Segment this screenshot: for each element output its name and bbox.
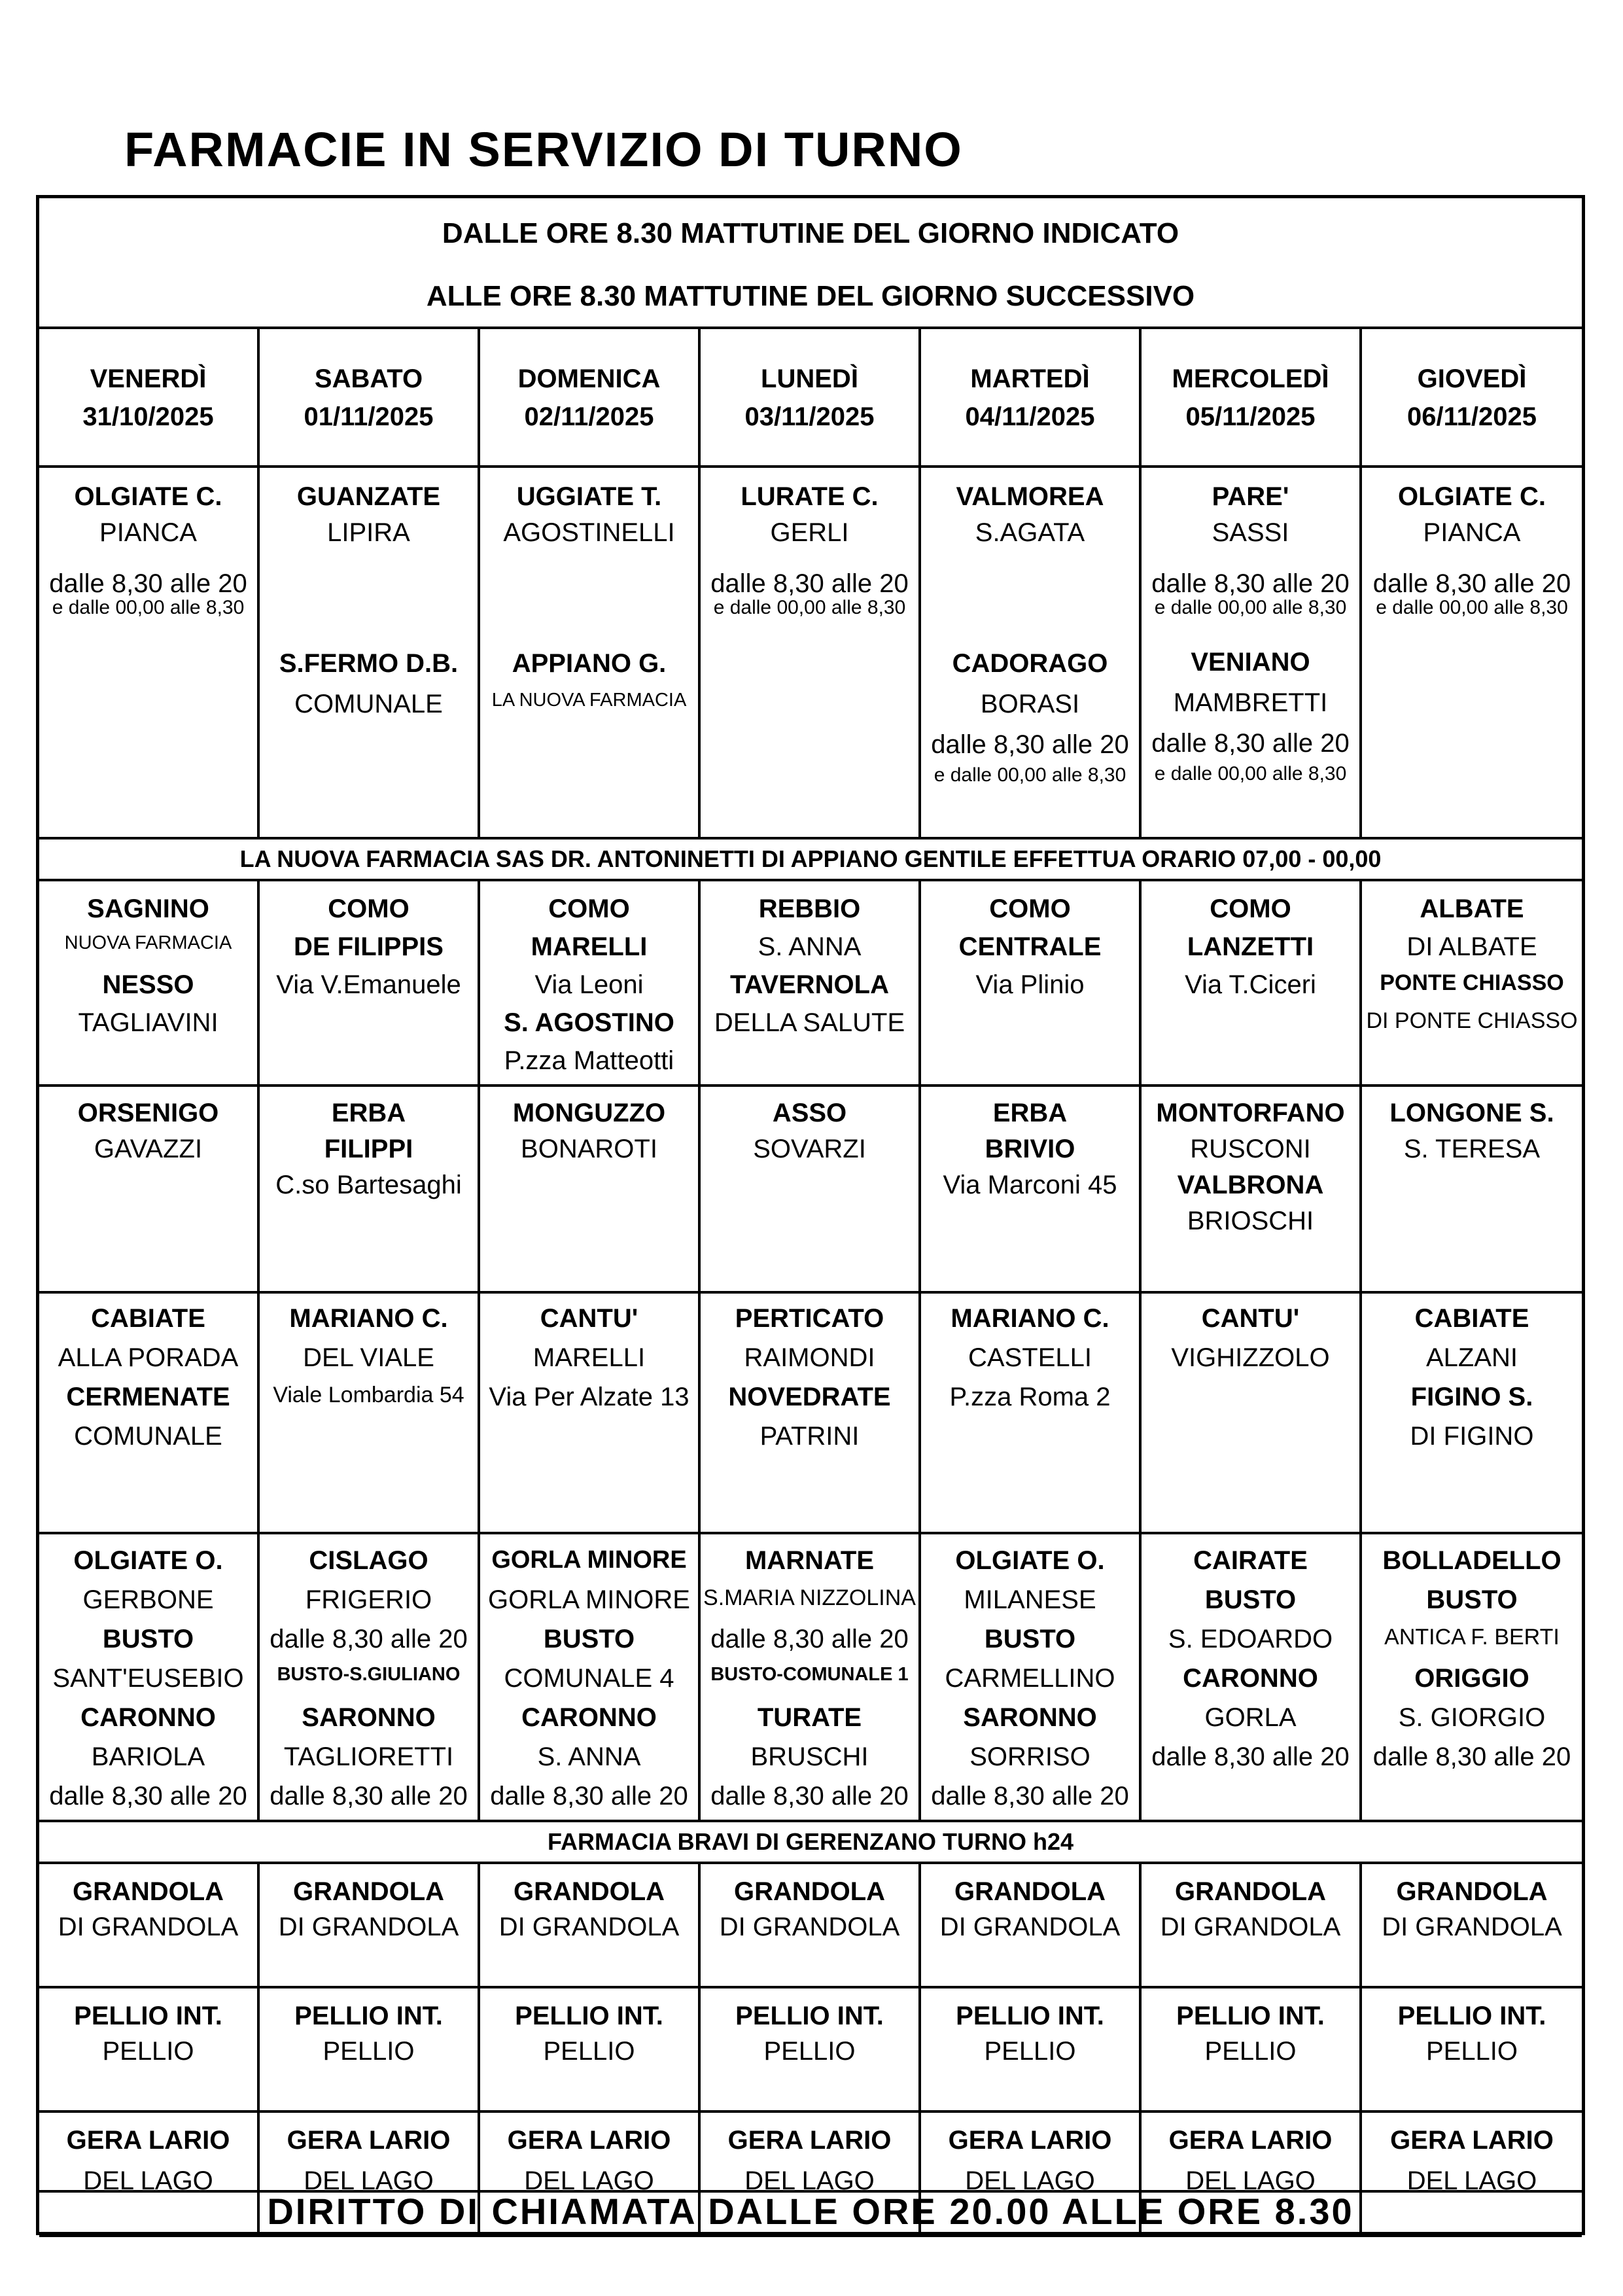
- town-label: PARE': [1212, 482, 1289, 511]
- pharmacy-label: LA NUOVA FARMACIA: [491, 690, 687, 711]
- town-label: CARONNO: [1183, 1664, 1318, 1693]
- town-label: GERA LARIO: [948, 2126, 1112, 2155]
- town-label: ASSO: [772, 1099, 847, 1127]
- pharmacy-label: Via Leoni: [534, 970, 644, 999]
- pharmacy-label: SORRISO: [969, 1742, 1091, 1771]
- town-label: NOVEDRATE: [728, 1383, 891, 1411]
- town-label: BUSTO: [102, 1625, 194, 1653]
- town-label: GERA LARIO: [287, 2126, 451, 2155]
- town-label: GRANDOLA: [1396, 1877, 1548, 1906]
- pharmacy-label: MARELLI: [532, 1343, 646, 1372]
- pharmacy-label: dalle 8,30 alle 20: [1151, 729, 1350, 758]
- day-cell: [921, 881, 1142, 1084]
- town-label: GRANDOLA: [292, 1877, 445, 1906]
- town-label: BUSTO-COMUNALE 1: [710, 1664, 909, 1685]
- pharmacy-label: ALLA PORADA: [58, 1343, 239, 1372]
- day-cell: [701, 1864, 921, 1986]
- town-label: COMO: [1210, 894, 1291, 923]
- day-cell: [260, 1087, 480, 1291]
- town-label: SAGNINO: [87, 894, 209, 923]
- day-name: VENERDÌ: [90, 364, 207, 393]
- day-cell: [1142, 1294, 1362, 1532]
- day-header-3: [701, 329, 921, 465]
- day-cell: [260, 881, 480, 1084]
- town-label: VALBRONA: [1177, 1171, 1324, 1199]
- pharmacy-label: DI GRANDOLA: [719, 1913, 900, 1941]
- day-cell: [480, 1294, 701, 1532]
- gerenzano-h24-text: FARMACIA BRAVI DI GERENZANO TURNO h24: [547, 1828, 1074, 1855]
- town-label: S.FERMO D.B.: [279, 649, 459, 678]
- town-label: LONGONE S.: [1389, 1099, 1554, 1127]
- town-label: CADORAGO: [952, 649, 1108, 678]
- town-label: OLGIATE O.: [73, 1546, 223, 1575]
- town-label: ERBA: [992, 1099, 1068, 1127]
- town-label: GERA LARIO: [66, 2126, 230, 2155]
- town-label: MARELLI: [531, 932, 648, 961]
- day-date: 03/11/2025: [744, 402, 875, 431]
- pharmacy-label: DELLA SALUTE: [714, 1008, 905, 1037]
- town-label: BUSTO-S.GIULIANO: [277, 1664, 461, 1685]
- pharmacy-label: DEL VIALE: [303, 1343, 434, 1372]
- pharmacy-label: Via Plinio: [975, 970, 1085, 999]
- day-cell: [260, 1988, 480, 2110]
- town-label: CANTU': [540, 1304, 638, 1333]
- pharmacy-label: BORASI: [980, 690, 1080, 718]
- day-cell: [1362, 468, 1582, 837]
- pharmacy-label: P.zza Roma 2: [949, 1383, 1111, 1411]
- header-line-1: DALLE ORE 8.30 MATTUTINE DEL GIORNO INDICATO: [442, 217, 1179, 249]
- pharmacy-label: Viale Lombardia 54: [273, 1383, 464, 1407]
- town-label: COMO: [328, 894, 410, 923]
- pharmacy-label: PELLIO: [102, 2037, 194, 2066]
- day-cell: [921, 1988, 1142, 2110]
- town-label: BUSTO: [543, 1625, 635, 1653]
- day-name: MARTEDÌ: [970, 364, 1090, 393]
- schedule-row-5: [39, 1534, 1582, 1822]
- day-cell: [1362, 2113, 1582, 2234]
- pharmacy-label: GERBONE: [82, 1585, 214, 1614]
- town-label: GRANDOLA: [513, 1877, 665, 1906]
- town-label: SARONNO: [963, 1703, 1097, 1732]
- town-label: BUSTO: [1204, 1585, 1297, 1614]
- day-cell: [921, 1087, 1142, 1291]
- pharmacy-label: CASTELLI: [968, 1343, 1092, 1372]
- pharmacy-label: dalle 8,30 alle 20: [270, 1625, 468, 1653]
- town-label: FIGINO S.: [1410, 1383, 1533, 1411]
- day-cell: [1142, 1988, 1362, 2110]
- town-label: PELLIO INT.: [74, 2002, 222, 2030]
- pharmacy-label: DEL LAGO: [304, 2166, 434, 2195]
- day-cell: [39, 2113, 260, 2234]
- pharmacy-label: Via T.Ciceri: [1185, 970, 1316, 999]
- pharmacy-label: Via Per Alzate 13: [489, 1383, 689, 1411]
- town-label: S. AGOSTINO: [504, 1008, 674, 1037]
- town-label: CABIATE: [91, 1304, 205, 1333]
- pharmacy-label: COMUNALE: [74, 1422, 222, 1451]
- pharmacy-label: ALZANI: [1425, 1343, 1518, 1372]
- town-label: ERBA: [331, 1099, 406, 1127]
- day-cell: [701, 1087, 921, 1291]
- day-cell: [260, 1294, 480, 1532]
- pharmacy-label: DI GRANDOLA: [1160, 1913, 1341, 1941]
- pharmacy-label: dalle 8,30 alle 20: [1372, 1742, 1571, 1771]
- pharmacy-label: DI ALBATE: [1406, 932, 1537, 961]
- town-label: CARONNO: [80, 1703, 216, 1732]
- day-cell: [921, 1534, 1142, 1820]
- day-cell: [701, 1294, 921, 1532]
- pharmacy-label: e dalle 00,00 alle 8,30: [1376, 597, 1568, 618]
- pharmacy-label: VIGHIZZOLO: [1171, 1343, 1330, 1372]
- day-name: LUNEDÌ: [761, 364, 858, 393]
- day-cell: [1142, 1864, 1362, 1986]
- schedule-row-1: [39, 468, 1582, 839]
- pharmacy-label: dalle 8,30 alle 20: [710, 1782, 909, 1810]
- pharmacy-label: Via Marconi 45: [943, 1171, 1117, 1199]
- pharmacy-label: dalle 8,30 alle 20: [49, 569, 247, 598]
- pharmacy-label: dalle 8,30 alle 20: [931, 730, 1129, 759]
- pharmacy-label: PELLIO: [984, 2037, 1076, 2066]
- pharmacy-label: dalle 8,30 alle 20: [710, 1625, 909, 1653]
- pharmacy-label: CARMELLINO: [945, 1664, 1115, 1693]
- town-label: NESSO: [102, 970, 194, 999]
- town-label: MARIANO C.: [951, 1304, 1109, 1333]
- day-cell: [39, 1864, 260, 1986]
- pharmacy-label: SASSI: [1212, 518, 1289, 547]
- day-cell: [1362, 881, 1582, 1084]
- day-cell: [480, 1988, 701, 2110]
- town-label: TURATE: [757, 1703, 862, 1732]
- pharmacy-label: BONAROTI: [521, 1135, 657, 1163]
- town-label: BOLLADELLO: [1382, 1546, 1562, 1575]
- pharmacy-label: dalle 8,30 alle 20: [710, 569, 909, 598]
- day-date: 01/11/2025: [304, 402, 434, 431]
- pharmacy-label: PELLIO: [763, 2037, 856, 2066]
- pharmacy-label: GORLA MINORE: [488, 1585, 690, 1614]
- town-label: OLGIATE O.: [955, 1546, 1105, 1575]
- pharmacy-label: RAIMONDI: [744, 1343, 875, 1372]
- town-label: BUSTO: [984, 1625, 1076, 1653]
- pharmacy-label: TAGLIORETTI: [283, 1742, 454, 1771]
- days-header-row: [39, 329, 1582, 468]
- day-cell: [39, 1534, 260, 1820]
- pharmacy-label: PELLIO: [323, 2037, 415, 2066]
- day-cell: [701, 468, 921, 837]
- pharmacy-label: GERLI: [770, 518, 849, 547]
- town-label: MARNATE: [744, 1546, 874, 1575]
- day-cell: [480, 1864, 701, 1986]
- day-cell: [39, 1087, 260, 1291]
- day-header-0: [39, 329, 260, 465]
- schedule-row-3: [39, 1087, 1582, 1294]
- pharmacy-label: FRIGERIO: [305, 1585, 432, 1614]
- pharmacy-label: BRUSCHI: [750, 1742, 869, 1771]
- day-header-5: [1142, 329, 1362, 465]
- town-label: DE FILIPPIS: [294, 932, 444, 961]
- town-label: CANTU': [1201, 1304, 1300, 1333]
- day-cell: [260, 2113, 480, 2234]
- day-cell: [1142, 881, 1362, 1084]
- day-cell: [701, 1534, 921, 1820]
- town-label: ORIGGIO: [1414, 1664, 1529, 1693]
- pharmacy-label: S.AGATA: [975, 518, 1085, 547]
- town-label: GRANDOLA: [72, 1877, 224, 1906]
- pharmacy-label: dalle 8,30 alle 20: [931, 1782, 1129, 1810]
- pharmacy-label: MILANESE: [964, 1585, 1096, 1614]
- pharmacy-label: PATRINI: [759, 1422, 860, 1451]
- day-date: 06/11/2025: [1407, 402, 1537, 431]
- pharmacy-label: AGOSTINELLI: [503, 518, 675, 547]
- pharmacy-label: DI GRANDOLA: [1382, 1913, 1562, 1941]
- pharmacy-label: DI GRANDOLA: [58, 1913, 239, 1941]
- day-cell: [39, 881, 260, 1084]
- pharmacy-label: BRIOSCHI: [1187, 1207, 1314, 1235]
- day-cell: [260, 468, 480, 837]
- town-label: PERTICATO: [735, 1304, 884, 1333]
- header-line-2: ALLE ORE 8.30 MATTUTINE DEL GIORNO SUCCESSIVO: [426, 280, 1195, 312]
- town-label: MARIANO C.: [289, 1304, 448, 1333]
- footer-note: DIRITTO DI CHIAMATA DALLE ORE 20.00 ALLE ORE 8.30: [39, 2190, 1582, 2232]
- pharmacy-label: DI GRANDOLA: [939, 1913, 1121, 1941]
- town-label: APPIANO G.: [512, 649, 667, 678]
- day-cell: [921, 1294, 1142, 1532]
- day-cell: [701, 1988, 921, 2110]
- pharmacy-label: e dalle 00,00 alle 8,30: [52, 597, 245, 618]
- pharmacy-label: DEL LAGO: [524, 2166, 654, 2195]
- pharmacy-label: P.zza Matteotti: [504, 1046, 674, 1075]
- pharmacy-label: GORLA: [1204, 1703, 1297, 1732]
- town-label: PELLIO INT.: [956, 2002, 1104, 2030]
- pharmacy-label: SOVARZI: [753, 1135, 866, 1163]
- day-cell: [480, 1087, 701, 1291]
- town-label: GORLA MINORE: [491, 1546, 687, 1574]
- town-label: PONTE CHIASSO: [1380, 970, 1564, 995]
- day-date: 05/11/2025: [1185, 402, 1316, 431]
- pharmacy-label: BARIOLA: [91, 1742, 205, 1771]
- town-label: GRANDOLA: [1174, 1877, 1327, 1906]
- day-cell: [921, 468, 1142, 837]
- day-cell: [480, 1534, 701, 1820]
- town-label: PELLIO INT.: [294, 2002, 443, 2030]
- pharmacy-label: DEL LAGO: [965, 2166, 1095, 2195]
- day-cell: [39, 1294, 260, 1532]
- day-cell: [1362, 1988, 1582, 2110]
- pharmacy-label: S. TERESA: [1403, 1135, 1541, 1163]
- pharmacy-label: dalle 8,30 alle 20: [49, 1782, 247, 1810]
- town-label: SARONNO: [302, 1703, 436, 1732]
- pharmacy-label: dalle 8,30 alle 20: [1151, 569, 1350, 598]
- town-label: CERMENATE: [66, 1383, 230, 1411]
- town-label: OLGIATE C.: [74, 482, 222, 511]
- town-label: GUANZATE: [296, 482, 441, 511]
- town-label: VALMOREA: [956, 482, 1104, 511]
- pharmacy-label: e dalle 00,00 alle 8,30: [713, 597, 906, 618]
- pharmacy-label: e dalle 00,00 alle 8,30: [1154, 597, 1347, 618]
- pharmacy-label: e dalle 00,00 alle 8,30: [1154, 763, 1347, 785]
- pharmacy-label: dalle 8,30 alle 20: [1151, 1742, 1350, 1771]
- pharmacy-label: S. EDOARDO: [1168, 1625, 1333, 1653]
- town-label: OLGIATE C.: [1398, 482, 1546, 511]
- town-label: ORSENIGO: [77, 1099, 219, 1127]
- town-label: GRANDOLA: [954, 1877, 1106, 1906]
- day-date: 02/11/2025: [524, 402, 654, 431]
- town-label: CENTRALE: [958, 932, 1102, 961]
- day-header-2: [480, 329, 701, 465]
- pharmacy-label: dalle 8,30 alle 20: [490, 1782, 688, 1810]
- schedule-table: [36, 195, 1585, 2235]
- town-label: CAIRATE: [1193, 1546, 1308, 1575]
- pharmacy-label: LIPIRA: [327, 518, 410, 547]
- town-label: BUSTO: [1426, 1585, 1518, 1614]
- day-header-1: [260, 329, 480, 465]
- schedule-row-7: [39, 1988, 1582, 2113]
- town-label: TAVERNOLA: [730, 970, 889, 999]
- pharmacy-label: RUSCONI: [1190, 1135, 1311, 1163]
- town-label: CISLAGO: [309, 1546, 428, 1575]
- schedule-header: [39, 198, 1582, 329]
- day-name: MERCOLEDÌ: [1172, 364, 1329, 393]
- town-label: UGGIATE T.: [516, 482, 662, 511]
- pharmacy-label: PELLIO: [543, 2037, 635, 2066]
- pharmacy-label: DI PONTE CHIASSO: [1366, 1008, 1578, 1033]
- day-cell: [39, 468, 260, 837]
- town-label: REBBIO: [758, 894, 861, 923]
- gerenzano-h24-note: [39, 1822, 1582, 1864]
- pharmacy-label: PIANCA: [99, 518, 197, 547]
- town-label: LANZETTI: [1187, 932, 1314, 961]
- day-cell: [480, 468, 701, 837]
- town-label: LURATE C.: [741, 482, 879, 511]
- town-label: CARONNO: [521, 1703, 657, 1732]
- pharmacy-label: MAMBRETTI: [1173, 688, 1328, 717]
- day-cell: [1142, 1087, 1362, 1291]
- town-label: COMO: [548, 894, 630, 923]
- town-label: PELLIO INT.: [1397, 2002, 1546, 2030]
- pharmacy-label: C.so Bartesaghi: [275, 1171, 462, 1199]
- pharmacy-label: DEL LAGO: [744, 2166, 875, 2195]
- pharmacy-label: DEL LAGO: [83, 2166, 213, 2195]
- pharmacy-label: S. GIORGIO: [1398, 1703, 1546, 1732]
- day-date: 04/11/2025: [965, 402, 1095, 431]
- day-cell: [1362, 1087, 1582, 1291]
- appiano-hours-note: [39, 839, 1582, 881]
- day-cell: [1142, 2113, 1362, 2234]
- pharmacy-label: ANTICA F. BERTI: [1384, 1625, 1560, 1650]
- day-cell: [1362, 1534, 1582, 1820]
- pharmacy-label: NUOVA FARMACIA: [64, 932, 232, 953]
- day-cell: [480, 2113, 701, 2234]
- town-label: GERA LARIO: [1168, 2126, 1333, 2155]
- appiano-hours-text: LA NUOVA FARMACIA SAS DR. ANTONINETTI DI APPIANO GENTILE EFFETTUA ORARIO 07,00 - 00,00: [239, 845, 1382, 872]
- day-cell: [260, 1534, 480, 1820]
- town-label: MONTORFANO: [1156, 1099, 1345, 1127]
- day-name: DOMENICA: [517, 364, 661, 393]
- town-label: PELLIO INT.: [515, 2002, 663, 2030]
- schedule-row-8: [39, 2113, 1582, 2237]
- pharmacy-label: PIANCA: [1423, 518, 1521, 547]
- town-label: GERA LARIO: [507, 2126, 671, 2155]
- pharmacy-label: S.MARIA NIZZOLINA: [703, 1585, 916, 1610]
- day-cell: [1362, 1864, 1582, 1986]
- schedule-row-2: [39, 881, 1582, 1087]
- day-cell: [921, 1864, 1142, 1986]
- pharmacy-label: S. ANNA: [537, 1742, 641, 1771]
- pharmacy-label: COMUNALE: [294, 690, 443, 718]
- town-label: GERA LARIO: [1390, 2126, 1554, 2155]
- town-label: MONGUZZO: [512, 1099, 666, 1127]
- day-cell: [1142, 468, 1362, 837]
- town-label: BRIVIO: [985, 1135, 1075, 1163]
- pharmacy-label: dalle 8,30 alle 20: [270, 1782, 468, 1810]
- town-label: PELLIO INT.: [735, 2002, 884, 2030]
- schedule-row-6: [39, 1864, 1582, 1988]
- pharmacy-label: DI GRANDOLA: [498, 1913, 680, 1941]
- town-label: CABIATE: [1414, 1304, 1529, 1333]
- day-cell: [921, 2113, 1142, 2234]
- pharmacy-label: DI GRANDOLA: [278, 1913, 459, 1941]
- day-cell: [1142, 1534, 1362, 1820]
- day-header-4: [921, 329, 1142, 465]
- town-label: GRANDOLA: [733, 1877, 886, 1906]
- pharmacy-label: DEL LAGO: [1185, 2166, 1316, 2195]
- day-name: GIOVEDÌ: [1417, 364, 1527, 393]
- day-cell: [701, 2113, 921, 2234]
- pharmacy-label: DEL LAGO: [1406, 2166, 1537, 2195]
- day-cell: [701, 881, 921, 1084]
- town-label: VENIANO: [1191, 648, 1310, 677]
- pharmacy-label: PELLIO: [1425, 2037, 1518, 2066]
- town-label: PELLIO INT.: [1176, 2002, 1325, 2030]
- pharmacy-label: Via V.Emanuele: [276, 970, 461, 999]
- pharmacy-label: COMUNALE 4: [504, 1664, 674, 1693]
- day-header-6: [1362, 329, 1582, 465]
- town-label: ALBATE: [1420, 894, 1524, 923]
- day-cell: [260, 1864, 480, 1986]
- pharmacy-label: S. ANNA: [758, 932, 862, 961]
- pharmacy-label: e dalle 00,00 alle 8,30: [934, 764, 1126, 786]
- town-label: FILIPPI: [324, 1135, 413, 1163]
- town-label: COMO: [989, 894, 1071, 923]
- town-label: GERA LARIO: [727, 2126, 892, 2155]
- schedule-row-4: [39, 1294, 1582, 1534]
- day-name: SABATO: [314, 364, 423, 393]
- pharmacy-label: DI FIGINO: [1410, 1422, 1534, 1451]
- day-cell: [1362, 1294, 1582, 1532]
- pharmacy-label: PELLIO: [1204, 2037, 1297, 2066]
- day-cell: [480, 881, 701, 1084]
- day-date: 31/10/2025: [82, 402, 214, 431]
- pharmacy-label: GAVAZZI: [94, 1135, 203, 1163]
- pharmacy-label: TAGLIAVINI: [78, 1008, 218, 1037]
- pharmacy-label: dalle 8,30 alle 20: [1372, 569, 1571, 598]
- pharmacy-label: SANT'EUSEBIO: [52, 1664, 244, 1693]
- page-title: FARMACIE IN SERVIZIO DI TURNO: [124, 122, 963, 177]
- day-cell: [39, 1988, 260, 2110]
